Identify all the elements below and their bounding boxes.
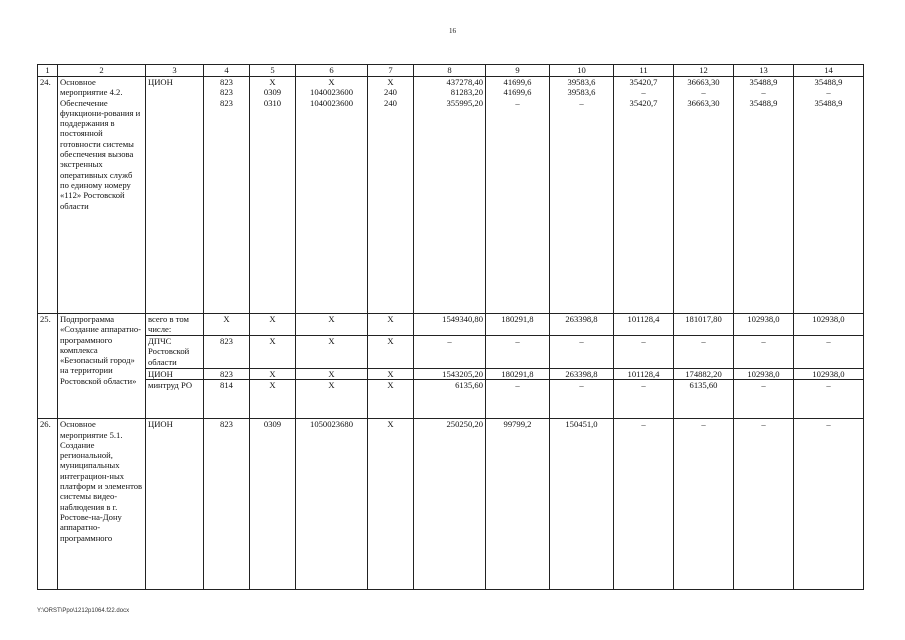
header-row xyxy=(38,65,864,77)
value-cell: Х 240 240 xyxy=(368,77,414,314)
header-cell: 3 xyxy=(146,65,204,77)
budget-table-container xyxy=(37,64,863,590)
value-cell: 6135,60 xyxy=(414,380,486,419)
value-cell: 181017,80 xyxy=(674,314,734,336)
value-cell: – xyxy=(550,336,614,369)
executor: всего в том числе: xyxy=(146,314,204,336)
value-cell: 35488,9 – 35488,9 xyxy=(794,77,864,314)
value-cell: – xyxy=(486,336,550,369)
executor: минтруд РО xyxy=(146,380,204,419)
header-cell: 11 xyxy=(614,65,674,77)
measure-name: Подпрограмма «Создание аппаратно-программного комплекса «Безопасный город» на территории Ростовской области» xyxy=(58,314,146,419)
value-cell: Х xyxy=(368,314,414,336)
value-cell: Х xyxy=(296,336,368,369)
value-cell: Х xyxy=(296,380,368,419)
value-cell: Х xyxy=(296,369,368,380)
header-cell: 1 xyxy=(38,65,58,77)
value-cell: 437278,40 81283,20 355995,20 xyxy=(414,77,486,314)
value-cell: – xyxy=(550,380,614,419)
value-cell: 41699,6 41699,6 – xyxy=(486,77,550,314)
value-cell: 39583,6 39583,6 – xyxy=(550,77,614,314)
header-cell: 12 xyxy=(674,65,734,77)
value-cell: 180291,8 xyxy=(486,314,550,336)
value-cell: Х xyxy=(250,369,296,380)
value-cell: 823 xyxy=(204,419,250,590)
value-cell: – xyxy=(734,336,794,369)
file-path-footer: Y:\ORST\Ppo\1212p1064.f22.docx xyxy=(37,608,130,614)
value-cell: 102938,0 xyxy=(734,369,794,380)
value-cell: 6135,60 xyxy=(674,380,734,419)
row-number: 24. xyxy=(38,77,58,314)
header-cell: 6 xyxy=(296,65,368,77)
table-row-25-sub xyxy=(38,380,864,419)
value-cell: Х xyxy=(368,419,414,590)
value-cell: – xyxy=(674,336,734,369)
value-cell: – xyxy=(794,336,864,369)
value-cell: Х xyxy=(368,380,414,419)
table-row-25 xyxy=(38,314,864,336)
value-cell: – xyxy=(794,419,864,590)
value-cell: – xyxy=(794,380,864,419)
value-cell: 263398,8 xyxy=(550,369,614,380)
header-cell: 7 xyxy=(368,65,414,77)
header-cell: 5 xyxy=(250,65,296,77)
value-cell: Х xyxy=(296,314,368,336)
value-cell: – xyxy=(614,336,674,369)
value-cell: Х xyxy=(368,336,414,369)
header-cell: 8 xyxy=(414,65,486,77)
value-cell: Х xyxy=(250,336,296,369)
value-cell: – xyxy=(414,336,486,369)
header-cell: 10 xyxy=(550,65,614,77)
header-cell: 13 xyxy=(734,65,794,77)
value-cell: 35488,9 – 35488,9 xyxy=(734,77,794,314)
value-cell: 101128,4 xyxy=(614,314,674,336)
value-cell: 101128,4 xyxy=(614,369,674,380)
value-cell: 35420,7 – 35420,7 xyxy=(614,77,674,314)
table-row-25-sub xyxy=(38,336,864,369)
value-cell: 823 xyxy=(204,336,250,369)
value-cell: 1543205,20 xyxy=(414,369,486,380)
header-cell: 9 xyxy=(486,65,550,77)
value-cell: 102938,0 xyxy=(794,314,864,336)
executor: ЦИОН xyxy=(146,419,204,590)
value-cell: 150451,0 xyxy=(550,419,614,590)
value-cell: 174882,20 xyxy=(674,369,734,380)
value-cell: Х 1040023600 1040023600 xyxy=(296,77,368,314)
executor: ЦИОН xyxy=(146,369,204,380)
header-cell: 14 xyxy=(794,65,864,77)
value-cell: – xyxy=(614,380,674,419)
value-cell: 1050023680 xyxy=(296,419,368,590)
value-cell: – xyxy=(614,419,674,590)
measure-name: Основное мероприятие 5.1. Создание региональной, муниципальных интеграцион-ных платформ и элементов системы видео-наблюдения в г. Ростове-на-Дону аппаратно-программного xyxy=(58,419,146,590)
value-cell: – xyxy=(734,419,794,590)
value-cell: – xyxy=(674,419,734,590)
value-cell: Х xyxy=(250,314,296,336)
row-number: 26. xyxy=(38,419,58,590)
value-cell: 0309 xyxy=(250,419,296,590)
value-cell: – xyxy=(734,380,794,419)
value-cell: 180291,8 xyxy=(486,369,550,380)
value-cell: 250250,20 xyxy=(414,419,486,590)
value-cell: 102938,0 xyxy=(734,314,794,336)
value-cell: 36663,30 – 36663,30 xyxy=(674,77,734,314)
budget-table xyxy=(37,64,864,590)
header-cell: 4 xyxy=(204,65,250,77)
value-cell: 823 823 823 xyxy=(204,77,250,314)
table-row-26 xyxy=(38,419,864,590)
measure-name: Основное мероприятие 4.2. Обеспечение функциони-рования и поддержания в постоянной готовности системы обеспечения вызова экстренных оперативных служб по единому номеру «112» Ростовской области xyxy=(58,77,146,314)
table-row-24 xyxy=(38,77,864,314)
table-row-25-sub xyxy=(38,369,864,380)
value-cell: Х xyxy=(368,369,414,380)
value-cell: Х 0309 0310 xyxy=(250,77,296,314)
value-cell: 263398,8 xyxy=(550,314,614,336)
executor: ЦИОН xyxy=(146,77,204,314)
value-cell: Х xyxy=(250,380,296,419)
header-cell: 2 xyxy=(58,65,146,77)
page-number: 16 xyxy=(449,27,456,35)
executor: ДПЧС Ростовской области xyxy=(146,336,204,369)
value-cell: 823 xyxy=(204,369,250,380)
value-cell: 99799,2 xyxy=(486,419,550,590)
value-cell: 814 xyxy=(204,380,250,419)
value-cell: Х xyxy=(204,314,250,336)
row-number: 25. xyxy=(38,314,58,419)
value-cell: – xyxy=(486,380,550,419)
value-cell: 102938,0 xyxy=(794,369,864,380)
value-cell: 1549340,80 xyxy=(414,314,486,336)
